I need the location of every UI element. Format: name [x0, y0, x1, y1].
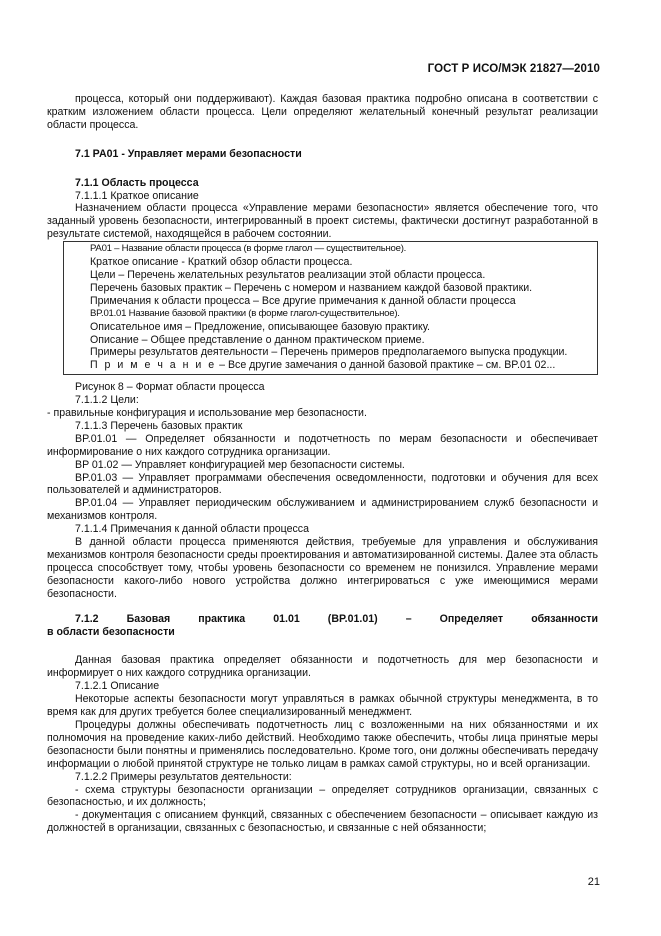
pa-notes-heading: 7.1.1.4 Примечания к данной области процесса: [75, 523, 309, 536]
box-line-short-desc: Краткое описание - Краткий обзор области процесса.: [90, 256, 353, 269]
page-number: 21: [587, 876, 600, 888]
bp0101-heading-number: 7.1.2: [75, 612, 99, 625]
bp-list-item-01: BP.01.01 — Определяет обязанности и подотчетность по мерам безопасности и обеспечивает информирование о них каждого сотрудника организации.: [47, 432, 598, 458]
bp0101-example-2: - документация с описанием функций, связанных с обеспечением безопасности – описывает каждую из должностей в организации, связанных с безопасностью, и связанные с ней обязанности;: [47, 809, 598, 835]
bp0101-intro: Данная базовая практика определяет обязанности и подотчетность для мер безопасности и информирует о них каждого сотрудника организации.: [47, 654, 598, 680]
note-text: – Все другие замечания о данной базовой практике – см. BP.01 02...: [216, 359, 556, 372]
bp0101-description-heading: 7.1.2.1 Описание: [75, 680, 160, 693]
short-description-heading: 7.1.1.1 Краткое описание: [75, 189, 199, 202]
standard-header: ГОСТ Р ИСО/МЭК 21827—2010: [427, 63, 600, 75]
subsection-heading-process-area: 7.1.1 Область процесса: [75, 176, 199, 189]
bp0101-heading-word: Базовая: [126, 612, 171, 625]
page-content: [47, 93, 598, 835]
bp0101-heading-word: 01.01: [273, 612, 300, 625]
box-line-description: Описание – Общее представление о данном практическом приеме.: [90, 333, 425, 346]
bp-list-heading: 7.1.1.3 Перечень базовых практик: [75, 419, 243, 432]
bp-list-item-04: BP.01.04 — Управляет периодическим обслуживанием и администрированием служб безопасности и механизмов контроля.: [47, 497, 598, 523]
bp0101-heading-word: Определяет: [439, 612, 504, 625]
note-label: П р и м е ч а н и е: [90, 359, 217, 372]
bp0101-heading-word: практика: [198, 612, 246, 625]
box-line-pa-notes: Примечания к области процесса – Все другие примечания к данной области процесса: [90, 294, 516, 307]
pa-notes-text: В данной области процесса применяются действия, требуемые для управления и обслуживания механизмов контроля безопасности среды проектирования и автоматизированной системы. Далее эта область процесса способствует тому, чтобы уровень безопасности со временем не понизился. Управление мерами безопасности какого-либо нового устройства должно интегрироваться с уже имеющимися мерами безопасности.: [47, 536, 598, 600]
bp0101-description-2: Процедуры должны обеспечивать подотчетность лиц с возложенными на них обязанностями и их полномочия на проведение каких-либо действий. Необходимо также обеспечить, чтобы лица принятые меры безопасности были понятны и применялись последовательно. Кроме того, они должны обеспечивать передачу информации о любой принятой структуре не только лицам в рамках самой структуры, но и всей организации.: [47, 718, 598, 770]
goals-item: - правильные конфигурация и использование мер безопасности.: [47, 407, 367, 420]
intro-paragraph: процесса, который они поддерживают). Каждая базовая практика подробно описана в соответствии с кратким изложением области процесса. Цели определяют желательный конечный результат реализации области процесса.: [47, 93, 598, 131]
box-line-goals: Цели – Перечень желательных результатов реализации этой области процесса.: [90, 268, 486, 281]
bp0101-heading-word: обязанности: [531, 612, 598, 625]
bp-list-item-03: BP.01.03 — Управляет программами обеспечения осведомленности, подготовки и обучения для всех пользователей и администраторов.: [47, 471, 598, 497]
box-line-descriptive-name: Описательное имя – Предложение, описывающее базовую практику.: [90, 320, 430, 333]
figure-caption: Рисунок 8 – Формат области процесса: [75, 381, 265, 394]
box-line-work-products: Примеры результатов деятельности – Перечень примеров предполагаемого выпуска продукции.: [90, 346, 568, 359]
process-area-format-box: [63, 241, 598, 375]
section-heading-pa01: 7.1 PA01 - Управляет мерами безопасности: [75, 147, 302, 160]
bp0101-heading-line2: в области безопасности: [47, 625, 175, 638]
box-line-bp-list: Перечень базовых практик – Перечень с номером и названием каждой базовой практики.: [90, 281, 533, 294]
bp-list-item-02: BP 01.02 — Управляет конфигурацией мер безопасности системы.: [75, 458, 405, 471]
bp0101-heading-word: (BP.01.01): [327, 612, 378, 625]
bp0101-example-1: - схема структуры безопасности организации – определяет сотрудников организации, связанных с безопасностью, и их должность;: [47, 783, 598, 809]
box-line-bp-name: BP.01.01 Название базовой практики (в форме глагол-существительное).: [90, 307, 400, 319]
short-description-text: Назначением области процесса «Управление мерами безопасности» является обеспечение того, что заданный уровень безопасности, интегрированный в проект системы, фактически достигнут разработанной в результате системой, находящейся в рабочем состоянии.: [47, 202, 598, 241]
box-line-note: [90, 359, 593, 372]
bp0101-description-1: Некоторые аспекты безопасности могут управляться в рамках обычной структуры менеджмента, в то время как для других требуется более специализированный менеджмент.: [47, 693, 598, 719]
bp0101-heading: [47, 613, 598, 626]
bp0101-examples-heading: 7.1.2.2 Примеры результатов деятельности:: [75, 770, 292, 783]
box-line-pa-name: PA01 – Название области процесса (в форме глагол — существительное).: [90, 243, 407, 255]
goals-heading: 7.1.1.2 Цели:: [75, 394, 139, 407]
bp0101-heading-word: –: [405, 612, 412, 625]
